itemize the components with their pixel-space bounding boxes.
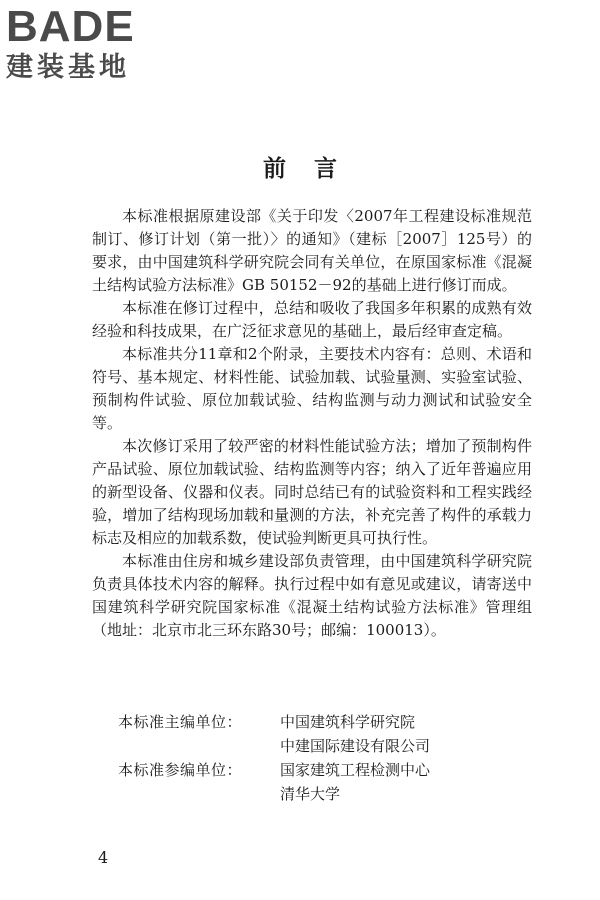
participating-unit-name: 国家建筑工程检测中心 (280, 761, 431, 779)
chief-unit-row (118, 710, 430, 734)
paragraph: 本标准共分11章和2个附录，主要技术内容有：总则、术语和符号、基本规定、材料性能、试验加载、试验量测、实验室试验、预制构件试验、原位加载试验、结构监测与动力测试和试验安全等。 (92, 345, 532, 432)
logo-chinese-text: 建装基地 (6, 52, 130, 83)
chief-unit-row (118, 734, 430, 758)
page-number: 4 (98, 848, 109, 867)
bade-logo (6, 4, 176, 84)
paragraph: 本标准根据原建设部《关于印发〈2007年工程建设标准规范制订、修订计划（第一批）〉的通知》（建标［2007］125号）的要求，由中国建筑科学研究院会同有关单位，在原国家标准《混凝土结构试验方法标准》GB 50152－92的基础上进行修订而成。 (92, 207, 532, 294)
participating-unit-row (118, 782, 430, 806)
chief-unit-name: 中建国际建设有限公司 (280, 737, 431, 755)
chief-unit-name: 中国建筑科学研究院 (280, 713, 416, 731)
participating-unit-label: 本标准参编单位： (118, 761, 243, 779)
participating-unit-row (118, 758, 430, 782)
paragraph: 本标准在修订过程中，总结和吸收了我国多年积累的成熟有效经验和科技成果，在广泛征求意见的基础上，最后经审查定稿。 (92, 299, 532, 340)
paragraph: 本次修订采用了较严密的材料性能试验方法；增加了预制构件产品试验、原位加载试验、结构监测等内容；纳入了近年普遍应用的新型设备、仪器和仪表。同时总结已有的试验资料和工程实践经验，增加了结构现场加载和量测的方法，补充完善了构件的承载力标志及相应的加载系数，使试验判断更具可执行性。 (92, 437, 532, 547)
participating-unit-name: 清华大学 (280, 785, 341, 803)
logo-latin-text: BADE (6, 2, 135, 51)
preface-body (92, 205, 532, 642)
paragraph: 本标准由住房和城乡建设部负责管理，由中国建筑科学研究院负责具体技术内容的解释。执行过程中如有意见或建议，请寄送中国建筑科学研究院国家标准《混凝土结构试验方法标准》管理组（地址：北京市北三环东路30号；邮编：100013）。 (92, 552, 532, 639)
chief-unit-label: 本标准主编单位： (118, 713, 243, 731)
page-title: 前言 (263, 155, 365, 182)
units-list (118, 710, 430, 806)
